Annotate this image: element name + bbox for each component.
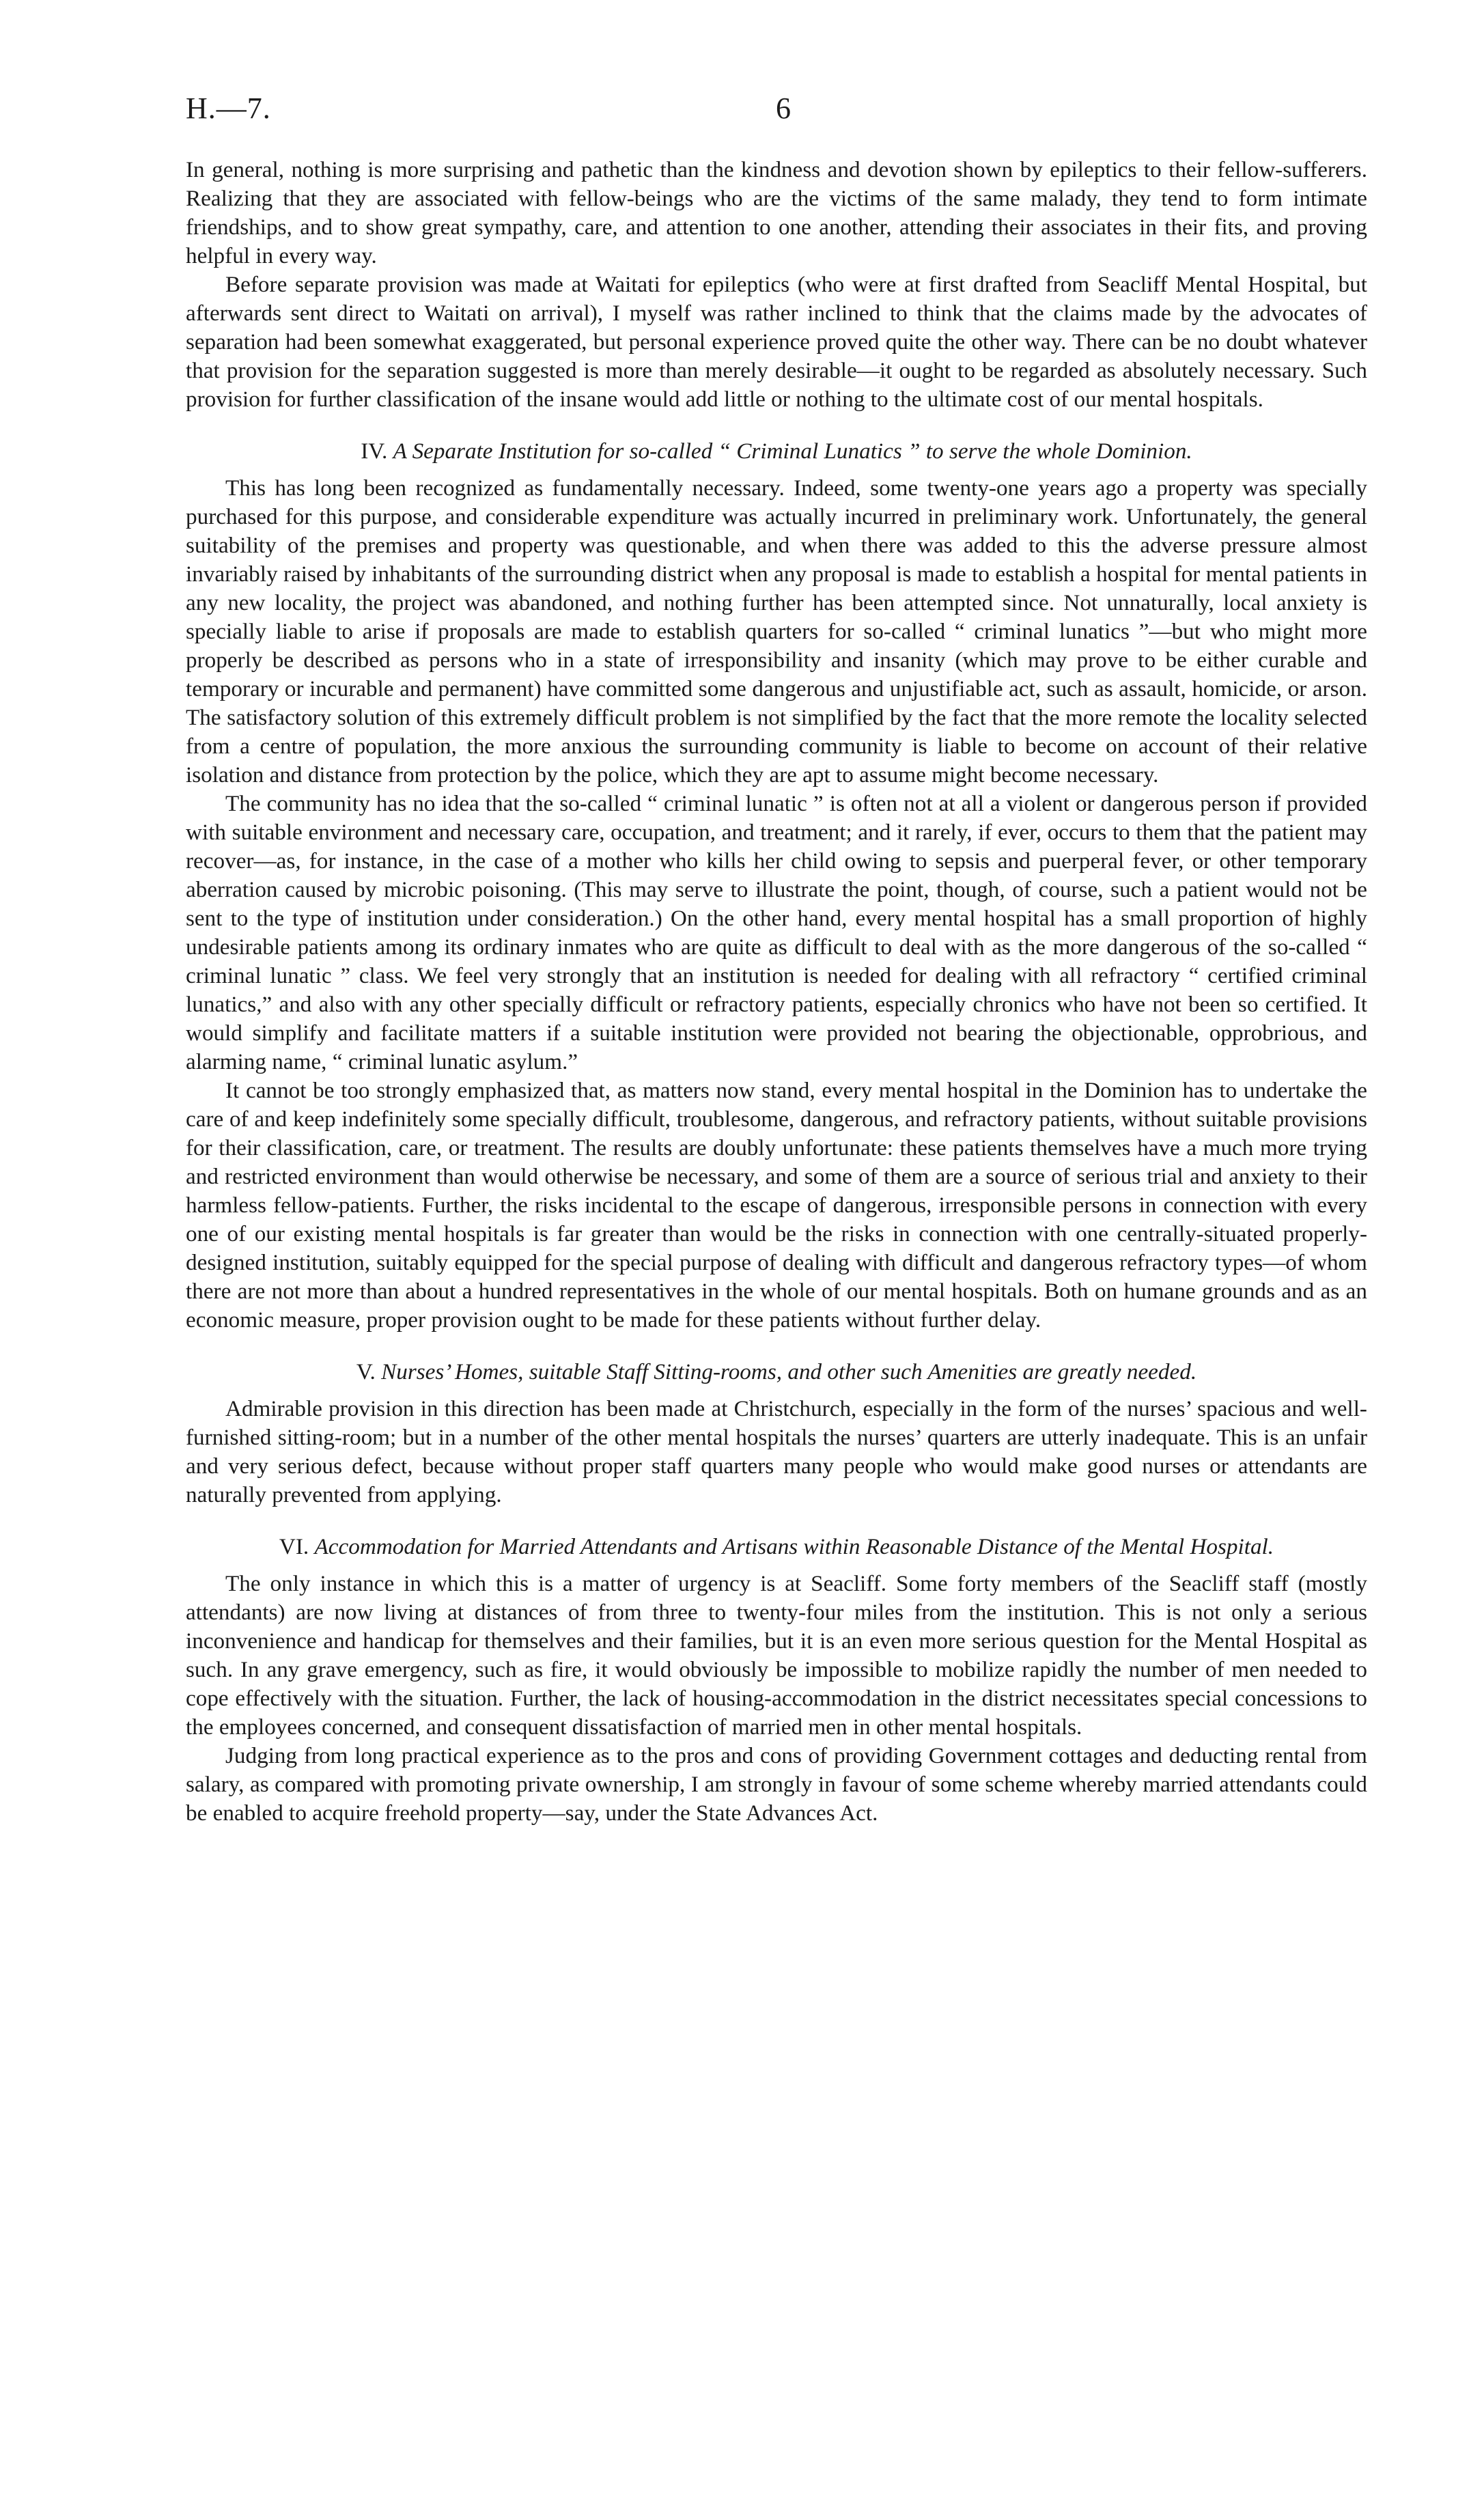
paragraph: In general, nothing is more surprising and pathetic than the kindness and devotion shown by epileptics to their fellow-sufferers. Realizing that they are associated with fellow-beings who are the victims of the same malady, they tend to form intimate friendships, and to show great sympathy, care, and attention to one another, attending their associates in their fits, and proving helpful in every way. <box>186 157 1367 268</box>
paragraph: Before separate provision was made at Waitati for epileptics (who were at first drafted from Seacliff Mental Hospital, but afterwards sent direct to Waitati on arrival), I myself was rather inclined to think that the claims made by the advocates of separation had been somewhat exaggerated, but personal experience proved quite the other way. There can be no doubt whatever that provision for the separation suggested is more than merely desirable—it ought to be regarded as absolutely necessary. Such provision for further classification of the insane would add little or nothing to the ultimate cost of our mental hospitals. <box>186 272 1367 412</box>
section-number: V. <box>356 1359 376 1384</box>
document-reference: H.—7. <box>186 92 271 125</box>
section-heading-iv <box>186 437 1367 466</box>
paragraph: The community has no idea that the so-called “ criminal lunatic ” is often not at all a violent or dangerous person if provided with suitable environment and necessary care, occupation, and treatment; and it rarely, if ever, occurs to them that the patient may recover—as, for instance, in the case of a mother who kills her child owing to sepsis and puerperal fever, or other temporary aberration caused by microbic poisoning. (This may serve to illustrate the point, though, of course, such a patient would not be sent to the type of institution under consideration.) On the other hand, every mental hospital has a small proportion of highly undesirable patients among its ordinary inmates who are quite as difficult to deal with as the more dangerous of the so-called “ criminal lunatic ” class. We feel very strongly that an institution is needed for dealing with all refractory “ certified criminal lunatics,” and also with any other specially difficult or refractory patients, especially chronics who have not been so certified. It would simplify and facilitate matters if a suitable institution were provided not bearing the objectionable, opprobrious, and alarming name, “ criminal lunatic asylum.” <box>186 791 1367 1074</box>
document-body <box>186 156 1367 1828</box>
paragraph: It cannot be too strongly emphasized that, as matters now stand, every mental hospital in the Dominion has to undertake the care of and keep indefinitely some specially difficult, troublesome, dangerous, and refractory patients, without suitable provisions for their classification, care, or treatment. The results are doubly unfortunate: these patients themselves have a much more trying and restricted environment than would otherwise be necessary, and some of them are a source of serious trial and anxiety to their harmless fellow-patients. Further, the risks incidental to the escape of dangerous, irresponsible persons in connection with every one of our existing mental hospitals is far greater than would be the risks in connection with one centrally-situated properly-designed institution, suitably equipped for the special purpose of dealing with difficult and dangerous refractory types—of whom there are not more than about a hundred representatives in the whole of our mental hospitals. Both on humane grounds and as an economic measure, proper provision ought to be made for these patients without further delay. <box>186 1078 1367 1333</box>
section-heading-v <box>186 1358 1367 1387</box>
section-number: VI. <box>279 1534 309 1559</box>
paragraph: Judging from long practical experience as to the pros and cons of providing Government cottages and deducting rental from salary, as compared with promoting private ownership, I am strongly in favour of some scheme whereby married attendants could be enabled to acquire freehold property—say, under the State Advances Act. <box>186 1743 1367 1826</box>
section-title: Nurses’ Homes, suitable Staff Sitting-rooms, and other such Amenities are greatly needed. <box>381 1359 1197 1384</box>
section-title: Accommodation for Married Attendants and Artisans within Reasonable Distance of the Mental Hospital. <box>314 1534 1274 1559</box>
section-heading-vi <box>186 1533 1367 1561</box>
paragraph: This has long been recognized as fundamentally necessary. Indeed, some twenty-one years ago a property was specially purchased for this purpose, and considerable expenditure was actually incurred in preliminary work. Unfortunately, the general suitability of the premises and property was questionable, and when there was added to this the adverse pressure almost invariably raised by inhabitants of the surrounding district when any proposal is made to establish a hospital for mental patients in any new locality, the project was abandoned, and nothing further has been attempted since. Not unnaturally, local anxiety is specially liable to arise if proposals are made to establish quarters for so-called “ criminal lunatics ”—but who might more properly be described as persons who in a state of irresponsibility and insanity (which may prove to be either curable and temporary or incurable and permanent) have committed some dangerous and unjustifiable act, such as assault, homicide, or arson. The satisfactory solution of this extremely difficult problem is not simplified by the fact that the more remote the locality selected from a centre of population, the more anxious the surrounding community is liable to become on account of their relative isolation and distance from protection by the police, which they are apt to assume might become necessary. <box>186 475 1367 788</box>
section-number: IV. <box>361 438 388 464</box>
paragraph: Admirable provision in this direction has been made at Christchurch, especially in the form of the nurses’ spacious and well-furnished sitting-room; but in a number of the other mental hospitals the nurses’ quarters are utterly inadequate. This is an unfair and very serious defect, because without proper staff quarters many people who would make good nurses or attendants are naturally prevented from applying. <box>186 1396 1367 1507</box>
paragraph: The only instance in which this is a matter of urgency is at Seacliff. Some forty members of the Seacliff staff (mostly attendants) are now living at distances of from three to twenty-four miles from the institution. This is not only a serious inconvenience and handicap for themselves and their families, but it is an even more serious question for the Mental Hospital as such. In any grave emergency, such as fire, it would obviously be impossible to mobilize rapidly the number of men needed to cope effectively with the situation. Further, the lack of housing-accommodation in the district necessitates special concessions to the employees concerned, and consequent dissatisfaction of married men in other mental hospitals. <box>186 1571 1367 1740</box>
page-number: 6 <box>776 92 791 125</box>
section-title: A Separate Institution for so-called “ Criminal Lunatics ” to serve the whole Dominion. <box>393 438 1192 464</box>
